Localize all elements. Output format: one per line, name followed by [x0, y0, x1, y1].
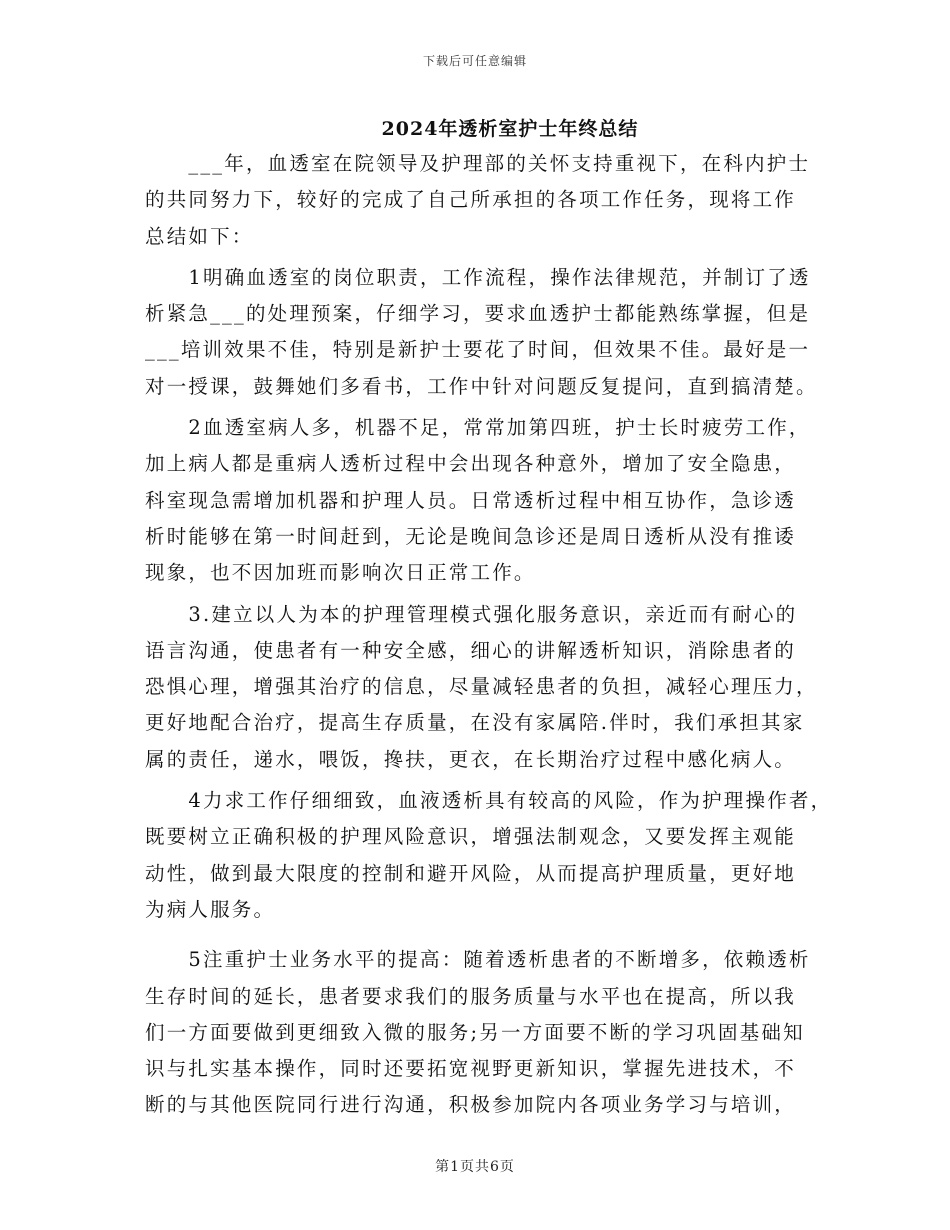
text-line: 的共同努力下，较好的完成了自己所承担的各项工作任务，现将工作 [145, 188, 797, 212]
text-line: 恐惧心理，增强其治疗的信息，尽量减轻患者的负担，减轻心理压力， [145, 675, 818, 699]
document-body [145, 146, 835, 1124]
text-line: 4力求工作仔细细致，血液透析具有较高的风险，作为护理操作者， [145, 789, 833, 813]
paragraph-item-2 [145, 410, 835, 591]
paragraph-item-5 [145, 942, 835, 1123]
text-line: 断的与其他医院同行进行沟通，积极参加院内各项业务学习与培训， [145, 1093, 797, 1117]
page-number: 第1页共6页 [435, 1159, 515, 1175]
text-line: 识与扎实基本操作，同时还要拓宽视野更新知识，掌握先进技术，不 [145, 1057, 797, 1081]
paragraph-intro [145, 146, 835, 255]
text-line: 属的责任，递水，喂饭，搀扶，更衣，在长期治疗过程中感化病人。 [145, 747, 797, 771]
text-line: 既要树立正确积极的护理风险意识，增强法制观念，又要发挥主观能 [145, 825, 797, 849]
text-line: 2血透室病人多，机器不足，常常加第四班，护士长时疲劳工作， [145, 416, 811, 440]
text-line: 析时能够在第一时间赶到，无论是晚间急诊还是周日透析从没有推诿 [145, 524, 797, 548]
text-line: 科室现急需增加机器和护理人员。日常透析过程中相互协作，急诊透 [145, 488, 797, 512]
text-line: 更好地配合治疗，提高生存质量，在没有家属陪.伴时，我们承担其家 [145, 711, 805, 735]
text-line: 为病人服务。 [145, 897, 276, 921]
paragraph-item-3 [145, 597, 835, 778]
text-line: 3.建立以人为本的护理管理模式强化服务意识，亲近而有耐心的 [145, 602, 798, 626]
text-line: 现象，也不因加班而影响次日正常工作。 [145, 561, 536, 585]
text-line: 总结如下： [145, 224, 254, 248]
text-line: ___培训效果不佳，特别是新护士要花了时间，但效果不佳。最好是一 [145, 338, 811, 362]
text-line: 加上病人都是重病人透析过程中会出现各种意外，增加了安全隐患， [145, 452, 797, 476]
text-line: 语言沟通，使患者有一种安全感，细心的讲解透析知识，消除患者的 [145, 638, 797, 662]
text-line: ___年，血透室在院领导及护理部的关怀支持重视下，在科内护士 [145, 152, 811, 175]
paragraph-item-1 [145, 260, 835, 405]
text-line: 们一方面要做到更细致入微的服务;另一方面要不断的学习巩固基础知 [145, 1020, 805, 1044]
header-note: 下载后可任意编辑 [422, 54, 527, 68]
text-line: 生存时间的延长，患者要求我们的服务质量与水平也在提高，所以我 [145, 984, 797, 1008]
text-line: 1明确血透室的岗位职责，工作流程，操作法律规范，并制订了透 [145, 265, 811, 289]
text-line: 5注重护士业务水平的提高：随着透析患者的不断增多，依赖透析 [145, 948, 811, 972]
paragraph-item-4 [145, 783, 835, 928]
text-line: 析紧急___的处理预案，仔细学习，要求血透护士都能熟练掌握，但是 [145, 302, 811, 326]
text-line: 动性，做到最大限度的控制和避开风险，从而提高护理质量，更好地 [145, 861, 797, 885]
text-line: 对一授课，鼓舞她们多看书，工作中针对问题反复提问，直到搞清楚。 [145, 374, 818, 398]
document-title: 2024年透析室护士年终总结 [381, 118, 639, 140]
